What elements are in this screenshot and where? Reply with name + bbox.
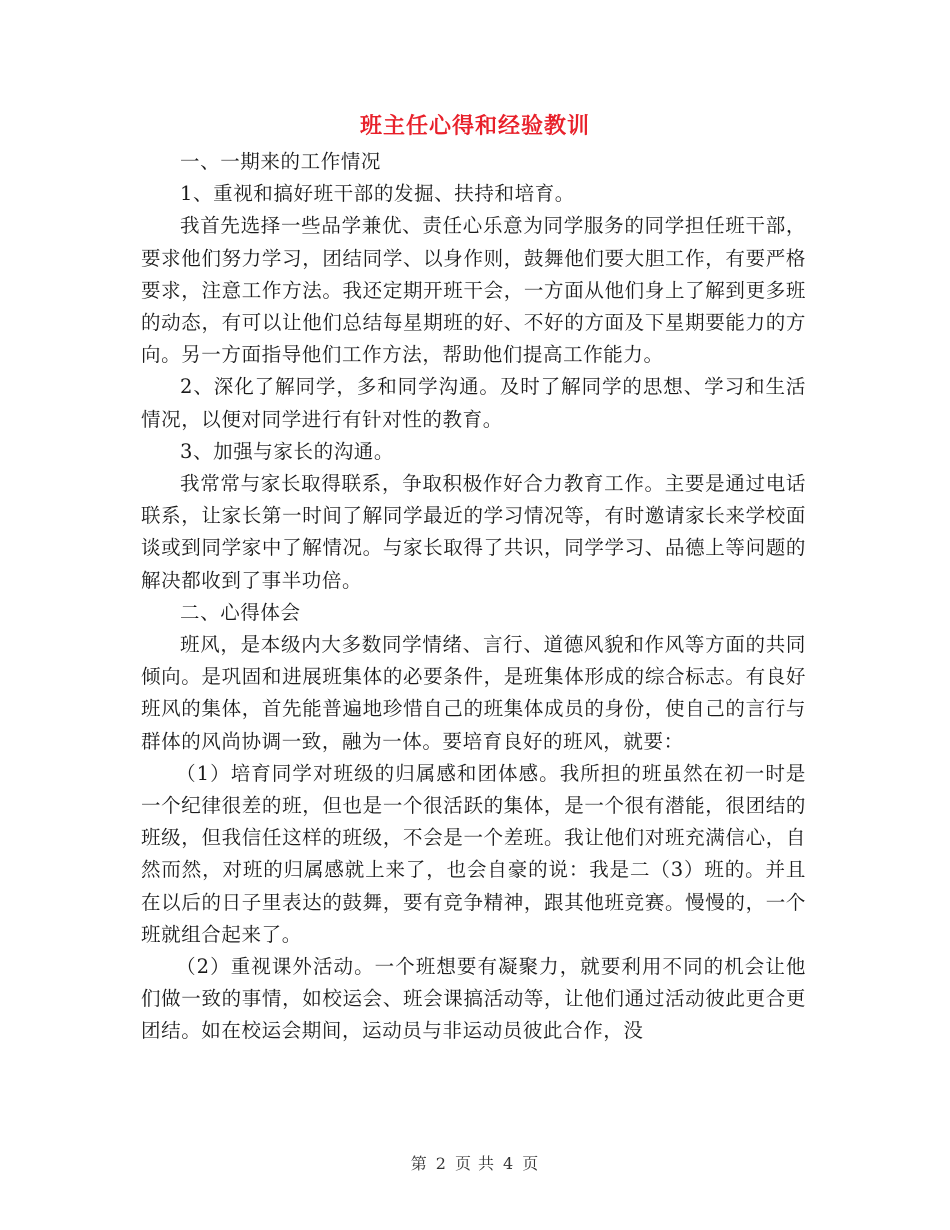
paragraph-1: 我首先选择一些品学兼优、责任心乐意为同学服务的同学担任班干部，要求他们努力学习，团结同学、以身作则，鼓舞他们要大胆工作，有要严格要求，注意工作方法。我还定期开班干会，一方面从他们身上了解到更多班的动态，有可以让他们总结每星期班的好、不好的方面及下星期要能力的方向。另一方面指导他们工作方法，帮助他们提高工作能力。 — [141, 214, 806, 367]
footer-current-page: 2 — [435, 1154, 447, 1173]
page-footer — [0, 1152, 950, 1176]
paragraph-4: （1）培育同学对班级的归属感和团体感。我所担的班虽然在初一时是一个纪律很差的班，但也是一个很活跃的集体，是一个很有潜能，很团结的班级，但我信任这样的班级，不会是一个差班。我让他们对班充满信心，自然而然，对班的归属感就上来了，也会自豪的说：我是二（3）班的。并且在以后的日子里表达的鼓舞，要有竞争精神，跟其他班竞赛。慢慢的，一个班就组合起来了。 — [141, 761, 806, 946]
subheading-2: 2、深化了解同学，多和同学沟通。及时了解同学的思想、学习和生活情况，以便对同学进行有针对性的教育。 — [141, 375, 806, 431]
paragraph-5: （2）重视课外活动。一个班想要有凝聚力，就要利用不同的机会让他们做一致的事情，如校运会、班会课搞活动等，让他们通过活动彼此更合更团结。如在校运会期间，运动员与非运动员彼此合作，没 — [141, 955, 806, 1043]
section-heading-1: 一、一期来的工作情况 — [180, 150, 382, 173]
footer-total-pages: 4 — [503, 1154, 515, 1173]
document-title: 班主任心得和经验教训 — [359, 113, 590, 139]
document-body — [141, 146, 806, 1048]
section-heading-2: 二、心得体会 — [180, 600, 301, 624]
paragraph-3: 班风，是本级内大多数同学情绪、言行、道德风貌和作风等方面的共同倾向。是巩固和进展班集体的必要条件，是班集体形成的综合标志。有良好班风的集体，首先能普遍地珍惜自己的班集体成员的身份，使自己的言行与群体的风尚协调一致，融为一体。要培育良好的班风，就要： — [141, 633, 806, 753]
subheading-1: 1、重视和搞好班干部的发掘、扶持和培育。 — [180, 182, 575, 206]
footer-suffix: 页 — [522, 1154, 540, 1173]
footer-prefix: 第 — [410, 1154, 428, 1173]
footer-middle: 页 共 — [454, 1154, 496, 1173]
subheading-3: 3、加强与家长的沟通。 — [180, 439, 395, 463]
paragraph-2: 我常常与家长取得联系，争取积极作好合力教育工作。主要是通过电话联系，让家长第一时间了解同学最近的学习情况等，有时邀请家长来学校面谈或到同学家中了解情况。与家长取得了共识，同学学习、品德上等问题的解决都收到了事半功倍。 — [141, 472, 806, 592]
